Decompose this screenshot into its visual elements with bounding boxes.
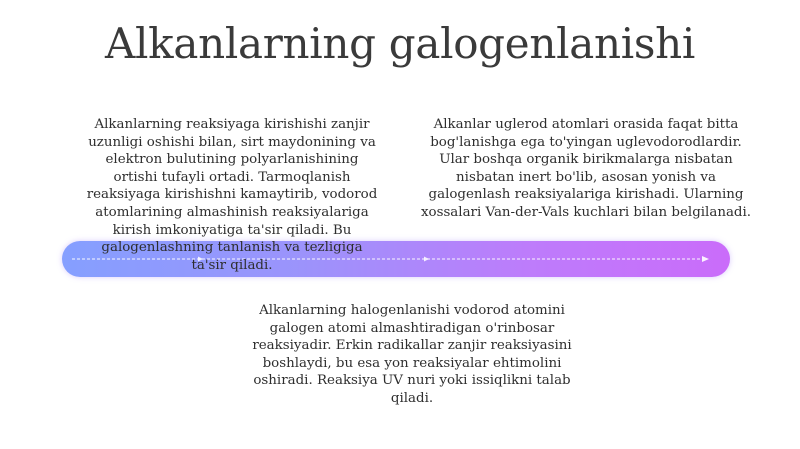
- text-block-right: Alkanlar uglerod atomlari orasida faqat bitta bog'lanishga ega to'yingan uglevodorodlardir. Ular boshqa organik birikmalarga nisbatan nisbatan inert bo'lib, asosan yonish va galogenlash reaksiyalariga kirishadi. Ularning xossalari Van-der-Vals kuchlari bilan belgilanadi.: [420, 117, 752, 220]
- timeline-arrow-head: [702, 256, 709, 262]
- text-block-left: Alkanlarning reaksiyaga kirishishi zanjir uzunligi oshishi bilan, sirt maydonining va elektron bulutining polyarlanishining ortishi tufayli ortadi. Tarmoqlanish reaksiyaga kirishishni kamaytirib, vodorod atomlarining almashinish reaksiyalariga kirish imkoniyatiga ta'sir qiladi. Bu galogenlashning tanlanish va tezligiga ta'sir qiladi.: [86, 117, 378, 273]
- text-block-bottom: Alkanlarning halogenlanishi vodorod atomini galogen atomi almashtiradigan o'rinbosar reaksiyadir. Erkin radikallar zanjir reaksiyasini boshlaydi, bu esa yon reaksiyalar ehtimolini oshiradi. Reaksiya UV nuri yoki issiqlikni talab qiladi.: [252, 303, 572, 406]
- slide-title: Alkanlarning galogenlanishi: [105, 19, 695, 68]
- timeline-marker-mid: [424, 257, 429, 262]
